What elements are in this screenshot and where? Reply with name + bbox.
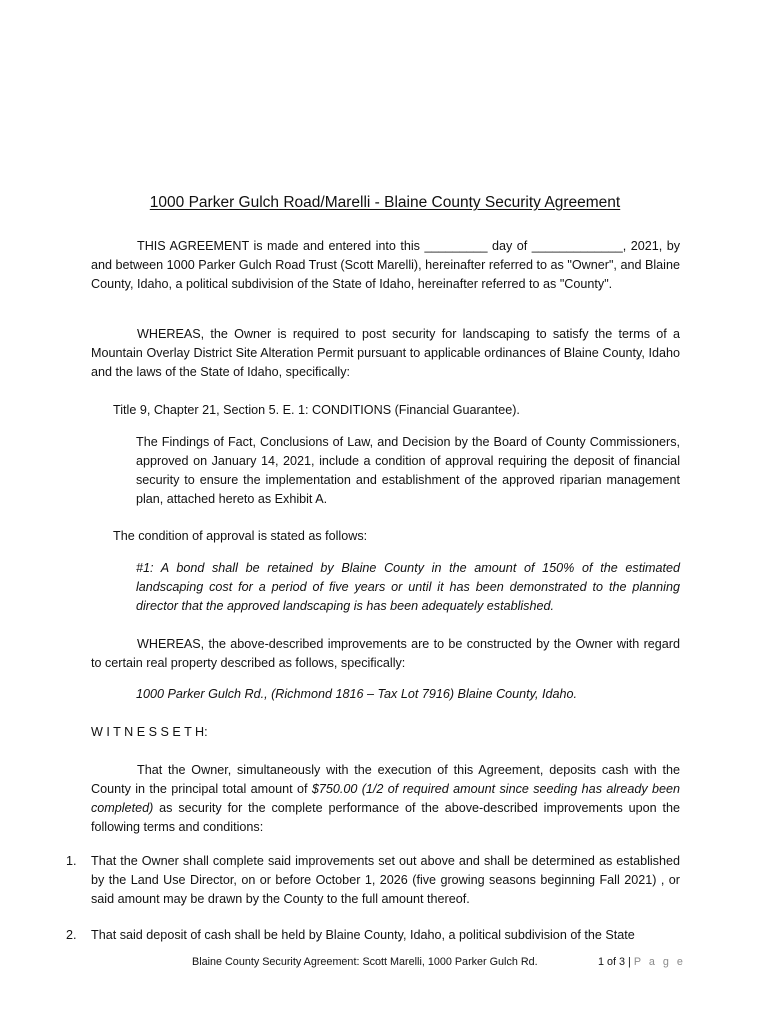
page-indicator — [598, 955, 685, 969]
whereas-paragraph-2 — [91, 635, 680, 673]
list-item — [91, 926, 680, 945]
condition-quote-text: #1: A bond shall be retained by Blaine County in the amount of 150% of the estimated landscaping cost for a period of five years or until it has been demonstrated to the planning director that the approved landscaping is has been adequately established. — [136, 561, 680, 613]
whereas-paragraph-1 — [91, 325, 680, 382]
list-item-text: That the Owner shall complete said improvements set out above and shall be determined as established by the Land Use Director, on or before October 1, 2026 (five growing seasons beginning Fall 2021) , or said amount may be drawn by the County to the full amount thereof. — [91, 854, 680, 906]
deposit-text-1: That the Owner, simultaneously with the execution of this Agreement, deposits cash with the County in the principal total amount of — [91, 763, 680, 796]
page-word: P a g e — [633, 956, 686, 968]
deposit-text-2: as security for the complete performance of the above-described improvements upon the following terms and conditions: — [91, 801, 680, 834]
whereas-text-2: WHEREAS, the above-described improvements are to be constructed by the Owner with regard to certain real property described as follows, specifically: — [91, 637, 680, 670]
findings-text: The Findings of Fact, Conclusions of Law, and Decision by the Board of County Commissioners, approved on January 14, 2021, include a condition of approval requiring the deposit of financial security to ensure the implementation and establishment of the approved riparian management plan, attached hereto as Exhibit A. — [136, 435, 680, 506]
list-item-text: That said deposit of cash shall be held by Blaine County, Idaho, a political subdivision of the State — [91, 928, 635, 942]
list-item — [91, 852, 680, 909]
page-footer — [192, 955, 692, 969]
condition-intro — [113, 527, 680, 546]
document-title: 1000 Parker Gulch Road/Marelli - Blaine County Security Agreement — [149, 194, 621, 211]
condition-quote — [136, 559, 680, 616]
property-description — [136, 685, 680, 704]
list-item-number: 1. — [66, 854, 77, 868]
intro-paragraph — [91, 237, 680, 294]
title-9-reference — [113, 401, 680, 420]
witnesseth-heading — [91, 723, 680, 742]
condition-intro-text: The condition of approval is stated as follows: — [113, 529, 368, 543]
intro-text-1: THIS AGREEMENT is made and entered into this — [137, 239, 420, 253]
deposit-paragraph — [91, 761, 680, 837]
page-number: 1 of 3 — [598, 956, 626, 968]
page-separator: | — [628, 956, 631, 968]
intro-text-3: , 2021, by and between 1000 Parker Gulch Road Trust (Scott Marelli), hereinafter referred to as "Owner", and Blaine County, Idaho, a political subdivision of the State of Idaho, hereinafter referred to as "County". — [91, 239, 681, 291]
intro-text-2: day of — [491, 239, 528, 253]
list-item-number: 2. — [66, 928, 77, 942]
day-blank: _________ — [424, 239, 488, 253]
title-9-text: Title 9, Chapter 21, Section 5. E. 1: CONDITIONS (Financial Guarantee). — [113, 403, 520, 417]
findings-paragraph — [136, 433, 680, 509]
deposit-amount: $750.00 (1/2 of required amount since seeding has already been completed) — [91, 782, 680, 815]
property-text: 1000 Parker Gulch Rd., (Richmond 1816 – Tax Lot 7916) Blaine County, Idaho. — [136, 687, 578, 701]
footer-text: Blaine County Security Agreement: Scott Marelli, 1000 Parker Gulch Rd. — [192, 956, 538, 968]
witnesseth-text: W I T N E S S E T H: — [91, 725, 208, 739]
whereas-text-1: WHEREAS, the Owner is required to post security for landscaping to satisfy the terms of a Mountain Overlay District Site Alteration Permit pursuant to applicable ordinances of Blaine County, Idaho and the laws of the State of Idaho, specifically: — [91, 327, 680, 379]
month-blank: _____________ — [531, 239, 623, 253]
